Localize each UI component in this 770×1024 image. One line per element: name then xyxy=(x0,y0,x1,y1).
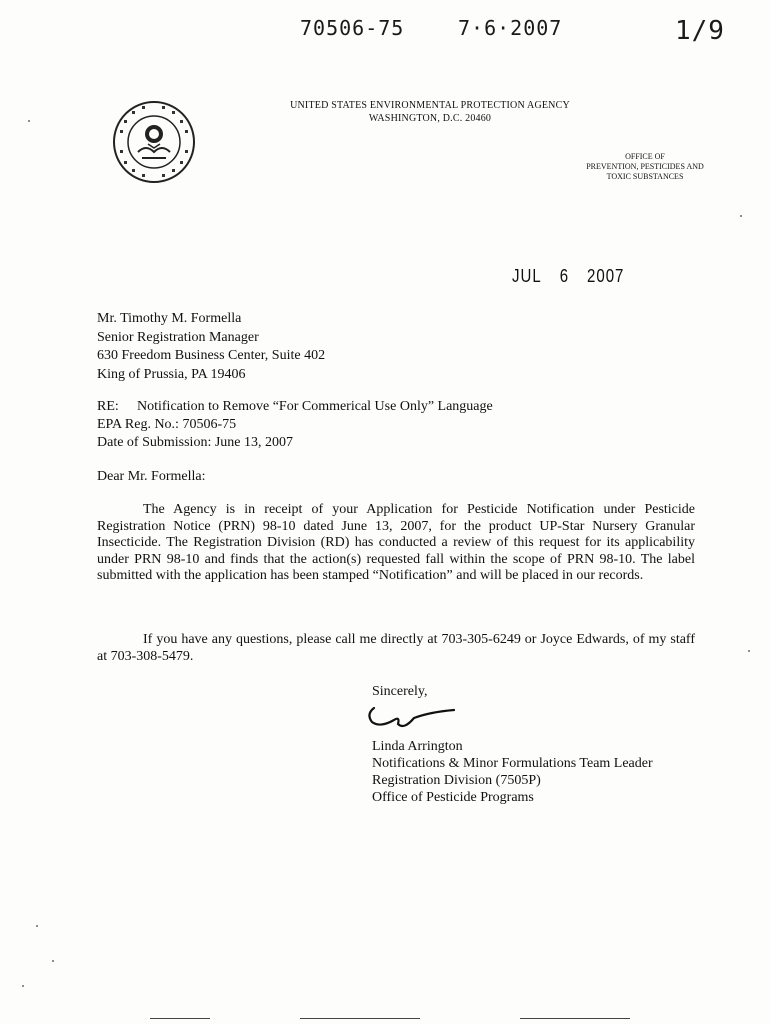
valediction: Sincerely, xyxy=(372,684,428,699)
scan-speck xyxy=(28,120,30,122)
date-stamp-year: 2007 xyxy=(587,265,625,288)
signer-office: Office of Pesticide Programs xyxy=(372,790,534,805)
recipient-name: Mr. Timothy M. Formella xyxy=(97,311,242,326)
handwritten-registration-number: 70506-75 xyxy=(300,16,405,40)
date-stamp-day: 6 xyxy=(559,265,570,288)
recipient-title: Senior Registration Manager xyxy=(97,329,259,345)
scan-speck xyxy=(52,960,54,962)
submission-date-line: Date of Submission: June 13, 2007 xyxy=(97,435,293,450)
signer-title: Notifications & Minor Formulations Team Leader xyxy=(372,756,653,771)
recipient-address xyxy=(97,310,325,384)
scan-speck xyxy=(748,650,750,652)
scan-speck xyxy=(740,215,742,217)
handwritten-page-number: 1/9 xyxy=(675,16,725,46)
handwritten-date: 7·6·2007 xyxy=(458,16,563,40)
office-line-1: OFFICE OF xyxy=(625,152,665,161)
recipient-street: 630 Freedom Business Center, Suite 402 xyxy=(97,348,326,363)
signer-division: Registration Division (7505P) xyxy=(372,773,541,788)
agency-location: WASHINGTON, D.C. 20460 xyxy=(368,113,492,124)
date-stamp xyxy=(512,266,642,287)
footer-rule xyxy=(300,1018,420,1019)
footer-rule xyxy=(520,1018,630,1019)
reference-block xyxy=(97,398,493,452)
office-line-2: PREVENTION, PESTICIDES AND xyxy=(586,162,704,171)
office-line-3: TOXIC SUBSTANCES xyxy=(606,172,684,181)
body-paragraph-1: The Agency is in receipt of your Application for Pesticide Notification under Pesticide Registration Notice (PRN) 98-10 dated June 13, 2007, for the product UP-Star Nursery Granular Insecticide. The Registration Division (RD) has conducted a review of this request for its applicability under PRN 98-10 and finds that the action(s) requested fall within the scope of PRN 98-10. The label submitted with the application has been stamped “Notification” and will be placed in our records. xyxy=(97,502,695,583)
re-subject: Notification to Remove “For Commerical Use Only” Language xyxy=(137,399,493,414)
re-line xyxy=(97,398,493,416)
agency-header xyxy=(230,99,630,125)
scan-speck xyxy=(22,985,24,987)
signature-icon xyxy=(364,700,464,734)
date-stamp-month: JUL xyxy=(512,265,542,288)
scan-speck xyxy=(36,925,38,927)
signature-block xyxy=(372,738,653,806)
re-label: RE: xyxy=(97,399,119,414)
salutation: Dear Mr. Formella: xyxy=(97,469,206,484)
signer-name: Linda Arrington xyxy=(372,739,463,754)
recipient-city: King of Prussia, PA 19406 xyxy=(97,366,246,382)
body-paragraph-2: If you have any questions, please call me directly at 703-305-6249 or Joyce Edwards, of my staff at 703-308-5479. xyxy=(97,632,695,664)
footer-rule xyxy=(150,1018,210,1019)
epa-seal-icon xyxy=(112,100,196,184)
agency-name: UNITED STATES ENVIRONMENTAL PROTECTION AGENCY xyxy=(290,100,570,111)
epa-reg-line: EPA Reg. No.: 70506-75 xyxy=(97,417,237,432)
office-header xyxy=(560,152,730,182)
